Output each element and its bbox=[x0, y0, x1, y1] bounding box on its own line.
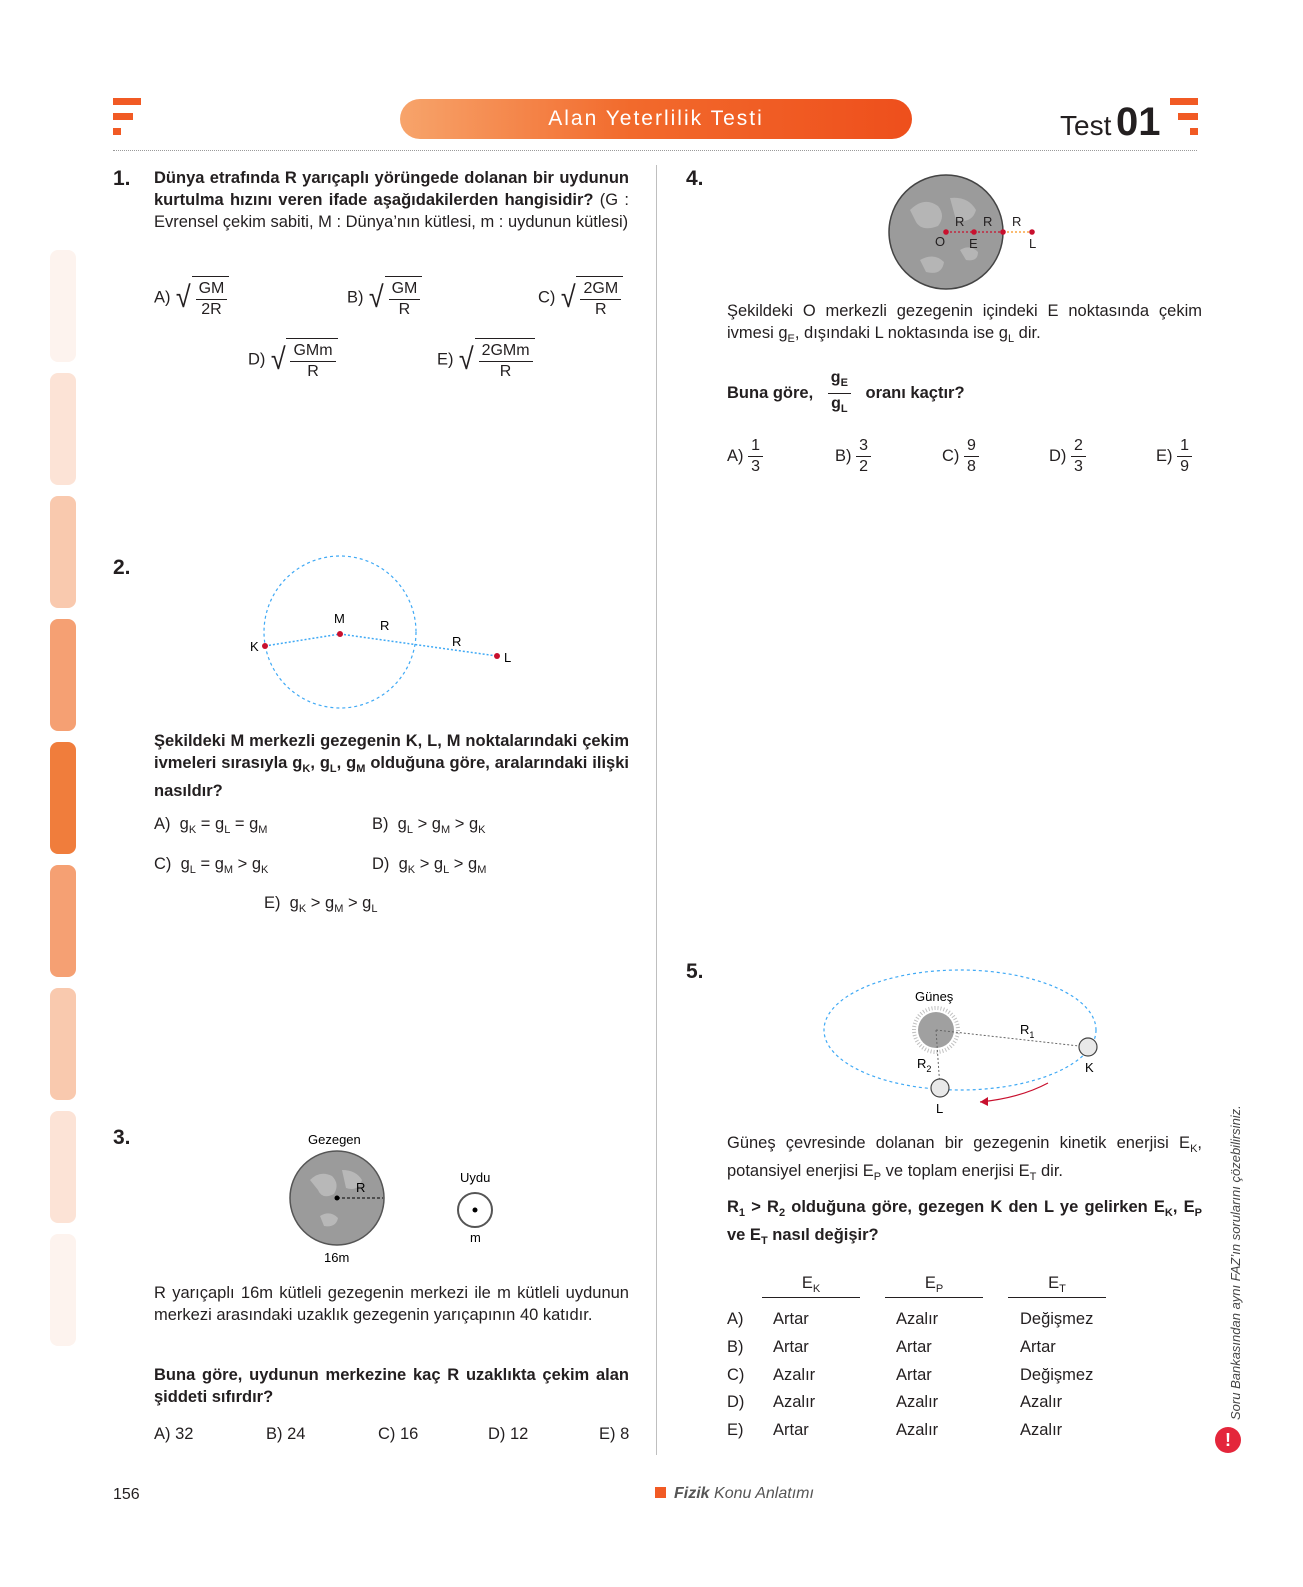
q5-label-k: K bbox=[1085, 1060, 1094, 1075]
q3-option-d[interactable]: D) 12 bbox=[488, 1425, 529, 1443]
q2-number: 2. bbox=[113, 556, 131, 579]
side-tab-3 bbox=[50, 496, 76, 608]
q5-row-c-label[interactable]: C) bbox=[727, 1366, 745, 1384]
q5-row-d-ep: Azalır bbox=[896, 1393, 939, 1411]
q4-point-l bbox=[1029, 229, 1035, 235]
q2-point-m bbox=[337, 631, 343, 637]
q2-label-l: L bbox=[504, 650, 512, 665]
q1-option-d[interactable]: D) √ $\frac{\text{GMm}}{R}$ bbox=[248, 338, 338, 382]
q3-option-a[interactable]: A) 32 bbox=[154, 1425, 194, 1443]
q3-number: 3. bbox=[113, 1126, 131, 1149]
logo-right-bar-2 bbox=[1178, 113, 1198, 120]
q5-header-ep: $E_P$ bbox=[885, 1274, 983, 1298]
q4-question: Buna göre, $\frac{g_E}{g_L}$ oranı kaçtır? bbox=[727, 369, 965, 415]
q2-option-e[interactable]: E) $g_K > g_M > g_L$ bbox=[264, 894, 378, 915]
side-tab-5 bbox=[50, 742, 76, 854]
q4-number: 4. bbox=[686, 167, 704, 190]
q1-note: (G : Evrensel çekim sabiti, M : Dünya’nın kütlesi, m : uydunun kütlesi) bbox=[154, 191, 630, 231]
footer-book: Fizik Konu Anlatımı bbox=[655, 1485, 814, 1503]
q5-row-a-ek: Artar bbox=[773, 1310, 809, 1328]
q5-row-e-label[interactable]: E) bbox=[727, 1421, 744, 1439]
q1-number: 1. bbox=[113, 167, 131, 190]
q3-option-e[interactable]: E) 8 bbox=[599, 1425, 630, 1443]
q2-option-b[interactable]: B) $g_L > g_M > g_K$ bbox=[372, 815, 486, 836]
q5-planet-l bbox=[931, 1079, 949, 1097]
q5-figure bbox=[820, 960, 1110, 1120]
side-tab-8 bbox=[50, 1111, 76, 1223]
q4-label-l: L bbox=[1029, 236, 1037, 251]
q5-row-d-et: Azalır bbox=[1020, 1393, 1063, 1411]
q5-row-e-ek: Artar bbox=[773, 1421, 809, 1439]
q1-option-c[interactable]: C) √ $\frac{2GM}{R}$ bbox=[538, 276, 623, 320]
q5-text: Güneş çevresinde dolanan bir gezegenin kinetik enerjisi $E_K$, potansiyel enerjisi $E_P$ ve toplam enerjisi $E_T$ dir. bbox=[727, 1134, 1202, 1183]
logo-right-bar-3 bbox=[1190, 128, 1198, 135]
q4-figure bbox=[880, 170, 1050, 295]
q3-label-m: m bbox=[470, 1230, 481, 1245]
q2-option-d[interactable]: D) $g_K > g_L > g_M$ bbox=[372, 855, 487, 876]
q5-row-d-ek: Azalır bbox=[773, 1393, 816, 1411]
q5-row-a-et: Değişmez bbox=[1020, 1310, 1094, 1328]
q2-label-m: M bbox=[334, 611, 345, 626]
q5-header-et: $E_T$ bbox=[1008, 1274, 1106, 1298]
q5-row-b-ep: Artar bbox=[896, 1338, 932, 1356]
q3-label-r: R bbox=[356, 1180, 366, 1195]
q3-text: R yarıçaplı 16m kütleli gezegenin merkezi ile m kütleli uydunun merkezi arasındaki uzaklık gezegenin yarıçapının 40 katıdır. bbox=[154, 1284, 629, 1324]
q2-label-r1: R bbox=[380, 618, 390, 633]
q5-header-ek: $E_K$ bbox=[762, 1274, 860, 1298]
q4-option-c[interactable]: C) $\frac{9}{8}$ bbox=[942, 436, 979, 477]
logo-left-bar-2 bbox=[113, 113, 133, 120]
q5-row-e-et: Azalır bbox=[1020, 1421, 1063, 1439]
q3-label-sat: Uydu bbox=[460, 1170, 491, 1185]
q5-row-b-ek: Artar bbox=[773, 1338, 809, 1356]
test-label: Test bbox=[1060, 110, 1112, 141]
side-note: Soru Bankasından aynı FAZ’ın sorularını çözebilirsiniz. bbox=[1228, 1105, 1243, 1420]
q1-option-a[interactable]: A) √ $\frac{GM}{2R}$ bbox=[154, 276, 229, 320]
q3-label-planet: Gezegen bbox=[308, 1132, 361, 1147]
q4-point-e bbox=[971, 229, 977, 235]
q3-question: Buna göre, uydunun merkezine kaç R uzaklıkta çekim alan şiddeti sıfırdır? bbox=[154, 1366, 629, 1406]
footer-square-icon bbox=[655, 1487, 666, 1498]
q5-question: $R_1 > R_2$ olduğuna göre, gezegen K den L ye gelirken $E_K$, $E_P$ ve $E_T$ nasıl değişir? bbox=[727, 1198, 1202, 1247]
q5-label-l: L bbox=[936, 1101, 944, 1116]
q5-label-sun: Güneş bbox=[915, 989, 954, 1004]
q5-number: 5. bbox=[686, 960, 704, 983]
header-rule bbox=[113, 150, 1197, 151]
logo-left-bar-1 bbox=[113, 98, 141, 105]
logo-right-bar-1 bbox=[1170, 98, 1198, 105]
q2-point-l bbox=[494, 653, 500, 659]
logo-left-bar-3 bbox=[113, 128, 121, 135]
q4-option-b[interactable]: B) $\frac{3}{2}$ bbox=[835, 436, 871, 477]
q2-question: Şekildeki M merkezli gezegenin K, L, M noktalarındaki çekim ivmeleri sırasıyla $g_K$, $g_L$, $g_M$ olduğuna göre, aralarındaki ilişki nasıldır? bbox=[154, 732, 629, 800]
side-tab-1 bbox=[50, 250, 76, 362]
q5-planet-k bbox=[1079, 1038, 1097, 1056]
q2-option-c[interactable]: C) $g_L = g_M > g_K$ bbox=[154, 855, 269, 876]
q3-figure bbox=[280, 1130, 510, 1270]
q5-row-d-label[interactable]: D) bbox=[727, 1393, 745, 1411]
q5-row-c-et: Değişmez bbox=[1020, 1366, 1094, 1384]
q4-option-a[interactable]: A) $\frac{1}{3}$ bbox=[727, 436, 763, 477]
q2-label-r2: R bbox=[452, 634, 462, 649]
q3-label-mass: 16m bbox=[324, 1250, 350, 1265]
q4-label-e: E bbox=[969, 236, 978, 251]
q3-option-c[interactable]: C) 16 bbox=[378, 1425, 419, 1443]
q5-row-c-ek: Azalır bbox=[773, 1366, 816, 1384]
q5-direction-arrow bbox=[980, 1083, 1048, 1102]
section-banner: Alan Yeterlilik Testi bbox=[400, 99, 912, 139]
q4-label-o: O bbox=[935, 234, 946, 249]
test-number: 01 bbox=[1116, 100, 1161, 144]
q4-text: Şekildeki O merkezli gezegenin içindeki E noktasında çekim ivmesi $g_E$, dışındaki L noktasında ise $g_L$ dir. bbox=[727, 302, 1202, 345]
q5-row-a-ep: Azalır bbox=[896, 1310, 939, 1328]
q5-row-c-ep: Artar bbox=[896, 1366, 932, 1384]
q5-row-b-et: Artar bbox=[1020, 1338, 1056, 1356]
q4-label-r1: R bbox=[955, 214, 965, 229]
q4-label-r2: R bbox=[983, 214, 993, 229]
side-tab-9 bbox=[50, 1234, 76, 1346]
q2-figure bbox=[240, 550, 520, 720]
side-tab-7 bbox=[50, 988, 76, 1100]
q1-text bbox=[154, 167, 629, 233]
q1-question: Dünya etrafında R yarıçaplı yörüngede dolanan bir uydunun kurtulma hızını veren ifade aşağıdakilerden hangisidir? bbox=[154, 169, 629, 209]
q5-row-a-label[interactable]: A) bbox=[727, 1310, 744, 1328]
side-tab-4 bbox=[50, 619, 76, 731]
q4-option-d[interactable]: D) $\frac{2}{3}$ bbox=[1049, 436, 1086, 477]
page-number: 156 bbox=[113, 1486, 140, 1503]
exclamation-icon: ! bbox=[1215, 1427, 1241, 1453]
q5-row-e-ep: Azalır bbox=[896, 1421, 939, 1439]
q1-option-b[interactable]: B) √ $\frac{GM}{R}$ bbox=[347, 276, 422, 320]
q5-row-b-label[interactable]: B) bbox=[727, 1338, 744, 1356]
side-tab-2 bbox=[50, 373, 76, 485]
q5-label-r2: $R_2$ bbox=[917, 1056, 932, 1074]
q5-label-r1: $R_1$ bbox=[1020, 1022, 1035, 1040]
column-divider bbox=[656, 165, 657, 1455]
q4-label-r3: R bbox=[1012, 214, 1022, 229]
q2-label-k: K bbox=[250, 639, 259, 654]
q4-option-e[interactable]: E) $\frac{1}{9}$ bbox=[1156, 436, 1192, 477]
side-tab-6 bbox=[50, 865, 76, 977]
q2-option-a[interactable]: A) $g_K = g_L = g_M$ bbox=[154, 815, 268, 836]
q3-option-b[interactable]: B) 24 bbox=[266, 1425, 306, 1443]
q1-option-e[interactable]: E) √ $\frac{\text{2GMm}}{R}$ bbox=[437, 338, 535, 382]
q2-point-k bbox=[262, 643, 268, 649]
